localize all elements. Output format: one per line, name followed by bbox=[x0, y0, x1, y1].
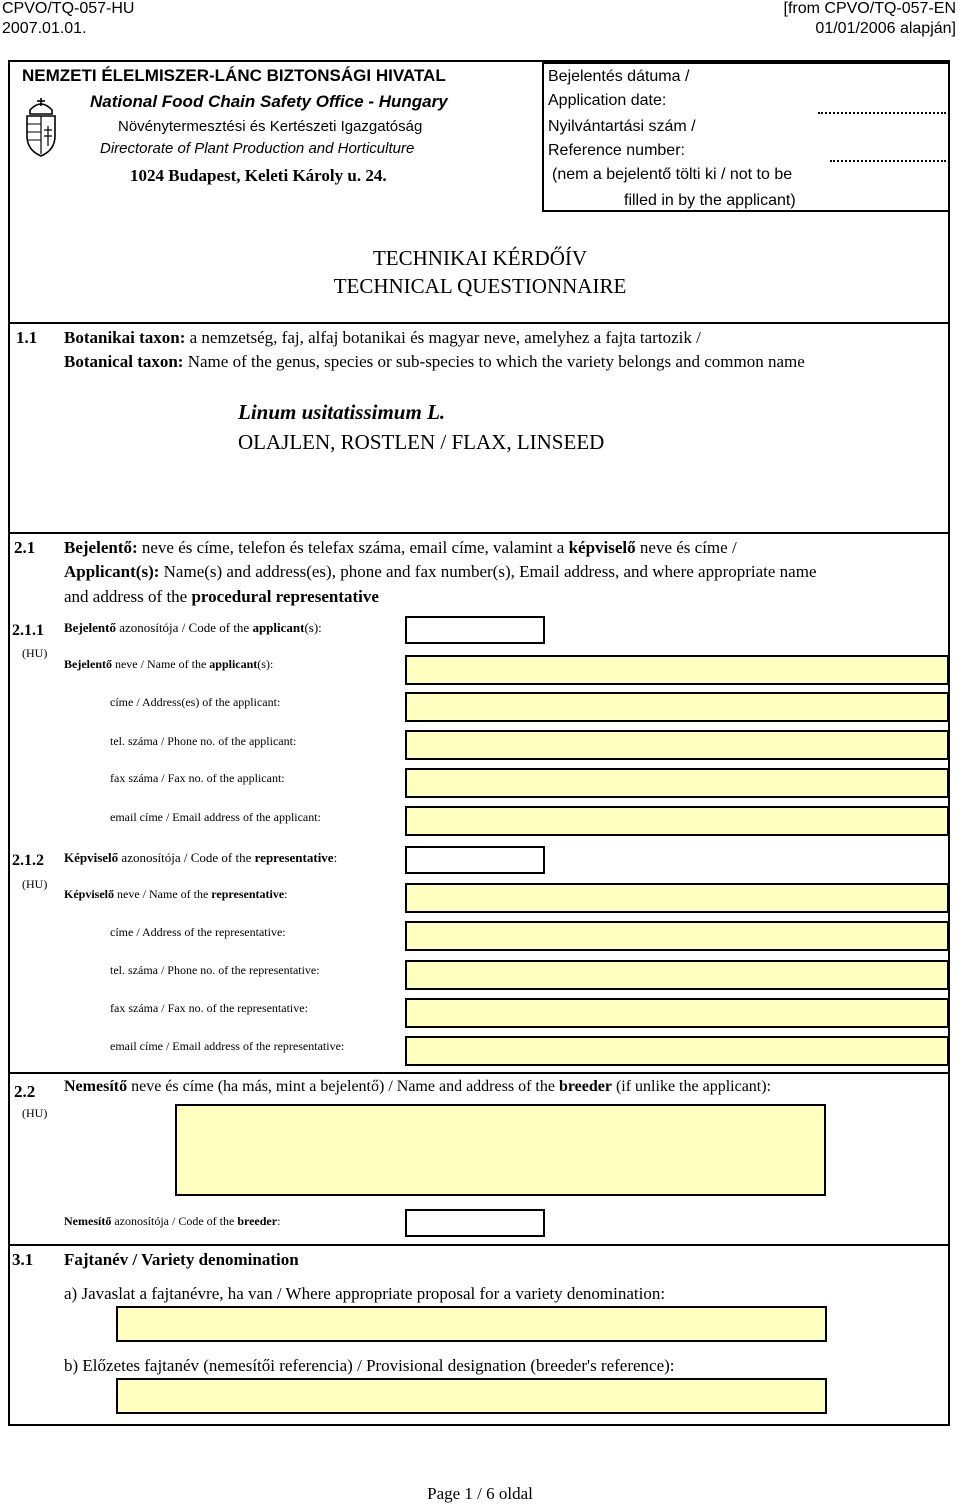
species-latin-name: Linum usitatissimum L. bbox=[238, 400, 446, 424]
page-number: Page 1 / 6 oldal bbox=[427, 1484, 533, 1503]
section-2-1-1-country: (HU) bbox=[22, 646, 48, 660]
applicant-code-label: Bejelentő azonosítója / Code of the applicant(s): bbox=[64, 620, 322, 635]
provisional-designation-label: b) Előzetes fajtanév (nemesítői referencia) / Provisional designation (breeder's reference): bbox=[64, 1356, 675, 1375]
office-name-en: National Food Chain Safety Office - Hungary bbox=[90, 92, 448, 111]
title-en: TECHNICAL QUESTIONNAIRE bbox=[333, 274, 627, 298]
reference-number-label-hu: Nyilvántartási szám / bbox=[548, 118, 696, 135]
section-3-1-title: Fajtanév / Variety denomination bbox=[64, 1250, 299, 1269]
reference-note-line1: (nem a bejelentő tölti ki / not to be bbox=[552, 166, 793, 183]
section-2-1-line1: Bejelentő: neve és címe, telefon és telefax száma, email címe, valamint a képviselő neve és címe / bbox=[64, 538, 737, 557]
section-3-1-number: 3.1 bbox=[12, 1250, 34, 1269]
representative-address-label: címe / Address of the representative: bbox=[110, 925, 286, 939]
section-2-2-number: 2.2 bbox=[14, 1082, 36, 1101]
section-2-2-country: (HU) bbox=[22, 1106, 48, 1120]
reference-number-line[interactable] bbox=[830, 160, 946, 162]
section-2-1-1-number: 2.1.1 bbox=[12, 622, 44, 639]
divider bbox=[10, 322, 948, 324]
breeder-code-label: Nemesítő azonosítója / Code of the breeder: bbox=[64, 1214, 281, 1228]
directorate-en: Directorate of Plant Production and Horticulture bbox=[100, 140, 415, 157]
section-2-1-number: 2.1 bbox=[14, 538, 36, 557]
title-hu: TECHNIKAI KÉRDŐÍV bbox=[372, 246, 588, 270]
representative-fax-input[interactable] bbox=[405, 998, 949, 1028]
applicant-address-input[interactable] bbox=[405, 692, 949, 722]
representative-phone-label: tel. száma / Phone no. of the representative: bbox=[110, 963, 320, 977]
application-date-label-en: Application date: bbox=[548, 92, 667, 109]
source-date: 01/01/2006 alapján] bbox=[815, 20, 956, 37]
applicant-name-label: Bejelentő neve / Name of the applicant(s): bbox=[64, 657, 274, 671]
representative-phone-input[interactable] bbox=[405, 960, 949, 990]
coat-of-arms-icon bbox=[22, 96, 60, 158]
section-2-1-line3: and address of the procedural representative bbox=[64, 587, 379, 606]
breeder-label: Nemesítő neve és címe (ha más, mint a bejelentő) / Name and address of the breeder (if unlike the applicant): bbox=[64, 1078, 772, 1095]
section-2-1-line2: Applicant(s): Name(s) and address(es), phone and fax number(s), Email address, and where appropriate name bbox=[64, 562, 817, 581]
applicant-email-label: email címe / Email address of the applicant: bbox=[110, 810, 321, 824]
applicant-fax-input[interactable] bbox=[405, 768, 949, 798]
section-1-1-label-hu: Botanikai taxon: a nemzetség, faj, alfaj botanikai és magyar neve, amelyhez a fajta tartozik / bbox=[64, 328, 701, 347]
section-2-1-2-country: (HU) bbox=[22, 877, 48, 891]
representative-name-input[interactable] bbox=[405, 883, 949, 913]
applicant-phone-label: tel. száma / Phone no. of the applicant: bbox=[110, 734, 297, 748]
applicant-name-input[interactable] bbox=[405, 655, 949, 685]
provisional-designation-input[interactable] bbox=[116, 1378, 827, 1414]
proposed-denomination-label: a) Javaslat a fajtanévre, ha van / Where appropriate proposal for a variety denomination: bbox=[64, 1284, 666, 1303]
representative-email-label: email címe / Email address of the representative: bbox=[110, 1039, 345, 1053]
divider bbox=[10, 1072, 948, 1074]
applicant-email-input[interactable] bbox=[405, 806, 949, 836]
proposed-denomination-input[interactable] bbox=[116, 1306, 827, 1342]
doc-code: CPVO/TQ-057-HU bbox=[2, 0, 135, 17]
divider bbox=[10, 532, 948, 534]
representative-email-input[interactable] bbox=[405, 1036, 949, 1066]
application-date-line[interactable] bbox=[818, 112, 946, 114]
section-1-1-label-en: Botanical taxon: Name of the genus, species or sub-species to which the variety belongs and common name bbox=[64, 352, 805, 371]
section-1-1-number: 1.1 bbox=[16, 328, 38, 347]
office-address: 1024 Budapest, Keleti Károly u. 24. bbox=[130, 166, 387, 185]
representative-address-input[interactable] bbox=[405, 921, 949, 951]
applicant-address-label: címe / Address(es) of the applicant: bbox=[110, 695, 281, 709]
section-2-1-2-number: 2.1.2 bbox=[12, 852, 44, 869]
representative-fax-label: fax száma / Fax no. of the representative: bbox=[110, 1001, 308, 1015]
reference-number-label-en: Reference number: bbox=[548, 142, 685, 159]
representative-name-label: Képviselő neve / Name of the representative: bbox=[64, 887, 288, 901]
source-code: [from CPVO/TQ-057-EN bbox=[783, 0, 956, 17]
breeder-code-input[interactable] bbox=[405, 1209, 545, 1237]
applicant-code-input[interactable] bbox=[405, 616, 545, 644]
divider bbox=[10, 1244, 948, 1246]
application-date-label-hu: Bejelentés dátuma / bbox=[548, 68, 690, 85]
species-common-name: OLAJLEN, ROSTLEN / FLAX, LINSEED bbox=[238, 430, 605, 454]
applicant-phone-input[interactable] bbox=[405, 730, 949, 760]
reference-note-line2: filled in by the applicant) bbox=[624, 192, 796, 209]
doc-date: 2007.01.01. bbox=[2, 20, 87, 37]
applicant-fax-label: fax száma / Fax no. of the applicant: bbox=[110, 771, 285, 785]
office-name-hu: NEMZETI ÉLELMISZER-LÁNC BIZTONSÁGI HIVATAL bbox=[22, 66, 446, 85]
representative-code-input[interactable] bbox=[405, 846, 545, 874]
breeder-name-address-input[interactable] bbox=[175, 1104, 826, 1196]
representative-code-label: Képviselő azonosítója / Code of the representative: bbox=[64, 850, 338, 865]
directorate-hu: Növénytermesztési és Kertészeti Igazgatóság bbox=[118, 118, 423, 135]
